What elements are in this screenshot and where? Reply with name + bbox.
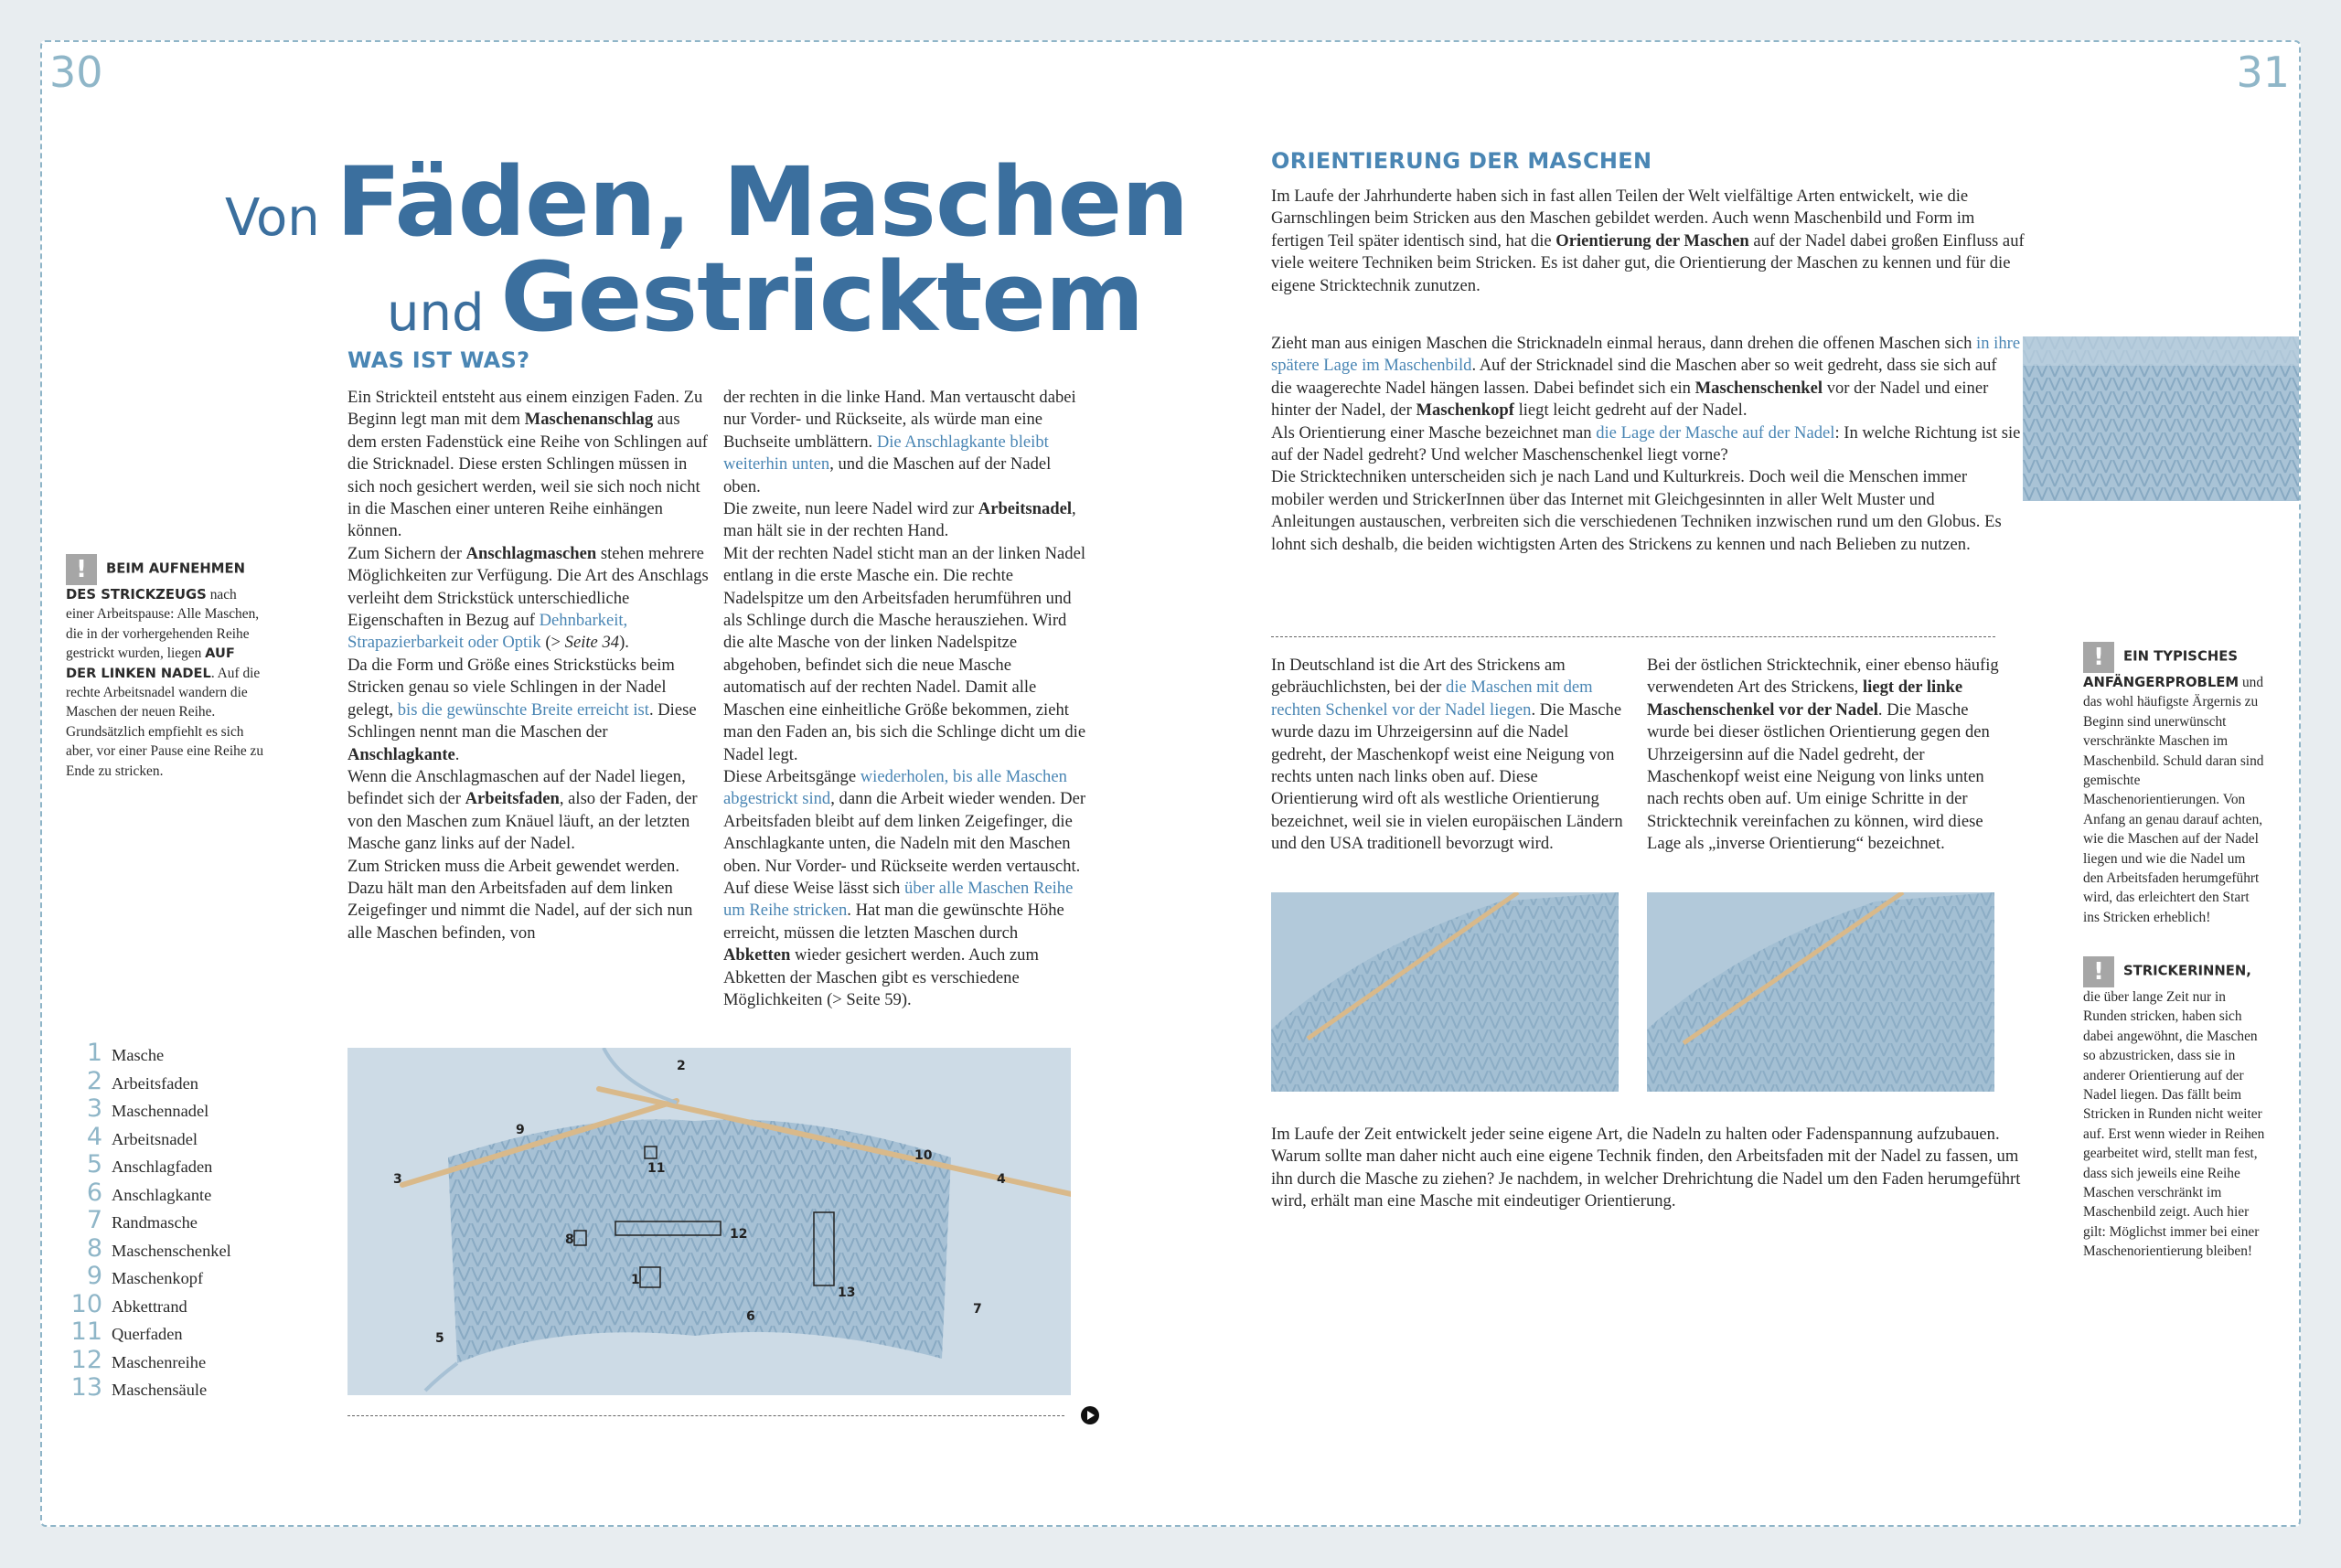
section2-intro [1271, 186, 2026, 297]
exclamation-icon: ! [66, 554, 97, 585]
legend-item [64, 1039, 293, 1067]
legend-item [64, 1262, 293, 1290]
paragraph: Ein Strickteil entsteht aus einem einzigen Faden. Zu Beginn legt man mit dem Maschenanschlag aus dem ersten Fadenstück eine Reihe von Schlingen auf die Stricknadel. Diese ersten Schlingen müssen in sich noch gesichert werden, weil sie sich noch nicht in die Maschen einer unteren Reihe einhängen können. [347, 388, 708, 541]
open-stitches-svg [2023, 336, 2299, 501]
tip-box-left [66, 554, 267, 781]
next-page-arrow-icon[interactable] [1081, 1406, 1099, 1424]
exclamation-icon: ! [2083, 956, 2114, 987]
stockinette-diagram-photo [347, 1048, 1071, 1395]
legend-label: Randmasche [112, 1213, 198, 1232]
diagram-label-4: 4 [997, 1172, 1006, 1187]
western-orientation-text [1271, 655, 1624, 856]
tip-lead: STRICKERINNEN, [2123, 963, 2251, 979]
paragraph: Zum Sichern der Anschlagmaschen stehen mehrere Möglichkeiten zur Verfügung. Die Art des Anschlags verleiht dem Strickstück unterschiedliche Eigenschaften in Bezug auf Dehnbarkeit, Strapazierbarkeit oder Optik (> Seite 34). [347, 543, 709, 653]
legend-label: Abkettrand [112, 1296, 187, 1316]
divider-line [347, 1415, 1064, 1416]
eastern-orientation-svg [1647, 892, 1994, 1092]
legend-number: 9 [86, 1262, 102, 1290]
legend-label: Anschlagkante [112, 1185, 212, 1204]
legend-label: Arbeitsnadel [112, 1129, 198, 1148]
legend-label: Maschenreihe [112, 1352, 207, 1371]
tip-text-a: nach einer Arbeitspause: Alle Maschen, die in der vorhergehenden Reihe gestrickt wurden, liegen [66, 587, 260, 662]
legend-item [64, 1234, 293, 1263]
legend-number: 1 [86, 1039, 102, 1067]
legend-label: Anschlagfaden [112, 1157, 213, 1176]
divider-line-2 [1271, 636, 1995, 637]
title-small-2: und [387, 283, 501, 343]
title-big-2: Gestricktem [500, 241, 1144, 353]
paragraph: Zieht man aus einigen Maschen die Stricknadeln einmal heraus, dann drehen die offenen Maschen sich in ihre spätere Lage im Maschenbild. Auf der Stricknadel sind die Maschen aber so weit gedreht, dass sie sich auf die waagerechte Nadel hängen lassen. Dabei befindet sich ein Maschenschenkel vor der Nadel und einer hinter der Nadel, der Maschenkopf liegt leicht gedreht auf der Nadel. [1271, 334, 2021, 421]
paragraph: Wenn die Anschlagmaschen auf der Nadel liegen, befindet sich der Arbeitsfaden, also der Faden, der von den Maschen zum Knäuel läuft, an der letzten Masche ganz links auf der Nadel. [347, 766, 698, 854]
legend-label: Maschenkopf [112, 1269, 204, 1287]
diagram-label-12: 12 [730, 1227, 748, 1242]
legend-number: 4 [86, 1122, 102, 1151]
open-stitches-photo [2023, 336, 2299, 501]
paragraph: Im Laufe der Jahrhunderte haben sich in fast allen Teilen der Welt vielfältige Arten entwickelt, wie die Garnschlingen beim Stricken aus den Maschen gebildet werden. Auch wenn Maschenbild und Form im fertigen Teil später identisch sind, hat die Orientierung der Maschen auf der Nadel dabei großen Einfluss auf viele weitere Techniken beim Stricken. Es ist daher gut, die Orientierung der Maschen zu kennen und für die eigene Stricktechnik zunutzen. [1271, 187, 2025, 295]
diagram-label-6: 6 [746, 1309, 755, 1324]
eastern-orientation-photo [1647, 892, 1994, 1092]
paragraph: Die Stricktechniken unterscheiden sich je nach Land und Kulturkreis. Doch weil die Menschen immer mobiler werden und StrickerInnen über das Internet mit Gleichgesinnten in aller Welt Muster und Anleitungen austauschen, verbreiten sich die verschiedenen Techniken inzwischen rund um den Globus. Es lohnt sich deshalb, die beiden wichtigsten Arten des Strickens zu kennen und nach Belieben zu nutzen. [1271, 467, 2002, 554]
diagram-label-10: 10 [914, 1148, 933, 1163]
diagram-label-11: 11 [647, 1161, 666, 1176]
paragraph: In Deutschland ist die Art des Strickens am gebräuchlichsten, bei der die Maschen mit dem rechten Schenkel vor der Nadel liegen. Die Masche wurde dazu im Uhrzeigersinn auf die Nadel gedreht, der Maschenkopf weist eine Neigung von rechts unten nach links oben auf. Diese Orientierung wird oft als westliche Orientierung bezeichnet, weil sie in vielen europäischen Ländern und den USA traditionell bevorzugt wird. [1271, 656, 1623, 854]
tip-box-right-2 [2083, 956, 2266, 1262]
page-number-right: 31 [2236, 48, 2290, 97]
paragraph: Die zweite, nun leere Nadel wird zur Arbeitsnadel, man hält sie in der rechten Hand. [723, 499, 1076, 541]
legend-item [64, 1179, 293, 1207]
tip-text: die über lange Zeit nur in Runden stricken, haben sich dabei angewöhnt, die Maschen so abzustricken, dass sie in anderer Orientierung auf der Nadel liegen. Das fällt beim Stricken in Runden nicht weiter auf. Erst wenn wieder in Reihen gearbeitet wird, stellt man fest, dass sich jeweils eine Reihe Maschen verschränkt im Maschenbild zeigt. Auch hier gilt: Möglichst immer bei einer Maschenorientierung bleiben! [2083, 989, 2265, 1260]
tip-bold: AUF DER LINKEN NADEL [66, 645, 235, 681]
paragraph: Mit der rechten Nadel sticht man an der linken Nadel entlang in die erste Masche ein. Die rechte Nadelspitze um den Arbeitsfaden herumführen und als Schlinge durch die Masche herausziehen. Wird die alte Masche von der linken Nadelspitze abgehoben, befindet sich die neue Masche automatisch auf der rechten Nadel. Damit alle Maschen eine einheitliche Größe bekommen, zieht man den Faden an, bis sich die Schlinge dicht um die Nadel legt. [723, 543, 1086, 764]
legend-item [64, 1346, 293, 1374]
legend-number: 2 [86, 1066, 102, 1095]
section-heading-orientierung: ORIENTIERUNG DER MASCHEN [1271, 148, 1652, 174]
title-big-1: Fäden, Maschen [336, 146, 1189, 258]
paragraph: Im Laufe der Zeit entwickelt jeder seine eigene Art, die Nadeln zu halten oder Fadenspannung aufzubauen. Warum sollte man daher nicht auch eine eigene Technik finden, den Arbeitsfaden mit der Nadel zu fassen, um ihn durch die Masche zu ziehen? Je nachdem, in welcher Drehrichtung die Nadel um den Faden herumgeführt wird, erhält man eine Masche mit eindeutiger Orientierung. [1271, 1125, 2021, 1211]
paragraph: Auf diese Weise lässt sich über alle Maschen Reihe um Reihe stricken. Hat man die gewünschte Höhe erreicht, müssen die letzten Maschen durch Abketten wieder gesichert werden. Auch zum Abketten der Maschen gibt es verschiedene Möglichkeiten (> Seite 59). [723, 878, 1074, 1009]
legend-number: 13 [70, 1373, 102, 1402]
knitting-diagram-svg [347, 1048, 1071, 1395]
legend-item [64, 1290, 293, 1318]
legend-number: 8 [86, 1233, 102, 1263]
title-small-1: Von [225, 188, 337, 248]
tip-lead: BEIM AUFNEHMEN DES STRICKZEUGS [66, 560, 245, 603]
legend-item [64, 1150, 293, 1179]
section2-paragraph-2 [1271, 333, 2021, 556]
legend-number: 5 [86, 1150, 102, 1179]
section1-column-1 [347, 387, 713, 944]
tip-box-right-1 [2083, 642, 2266, 927]
legend-item [64, 1067, 293, 1095]
legend-number: 12 [70, 1345, 102, 1374]
diagram-label-5: 5 [435, 1331, 444, 1346]
tip-text: und das wohl häufigste Ärgernis zu Beginn sind unerwünscht verschränkte Maschen im Maschenbild. Schuld daran sind gemischte Maschenorientierungen. Von Anfang an genau darauf achten, wie die Maschen auf der Nadel liegen und wie die Nadel um den Arbeitsfaden herumgeführt wird, das erleichtert den Start ins Stricken erheblich! [2083, 675, 2264, 925]
paragraph: Als Orientierung einer Masche bezeichnet man die Lage der Masche auf der Nadel: In welche Richtung ist sie auf der Nadel gedreht? Und welcher Maschenschenkel liegt vorne? [1271, 422, 2021, 465]
exclamation-icon: ! [2083, 642, 2114, 673]
paragraph: der rechten in die linke Hand. Man vertauscht dabei nur Vorder- und Rückseite, als würde man eine Buchseite umblättern. Die Anschlagkante bleibt weiterhin unten, und die Maschen auf der Nadel oben. [723, 388, 1076, 496]
legend-number: 6 [86, 1178, 102, 1207]
legend-label: Maschensäule [112, 1381, 208, 1399]
tip-text-b: . Auf die rechte Arbeitsnadel wandern die Maschen der neuen Reihe. Grundsätzlich empfiehlt es sich aber, vor einer Pause eine Reihe zu Ende zu stricken. [66, 665, 264, 779]
diagram-label-2: 2 [677, 1059, 686, 1073]
western-orientation-svg [1271, 892, 1619, 1092]
legend-item [64, 1123, 293, 1151]
legend-item [64, 1206, 293, 1234]
legend-number: 11 [70, 1317, 102, 1346]
paragraph: Zum Stricken muss die Arbeit gewendet werden. Dazu hält man den Arbeitsfaden auf dem linken Zeigefinger und nimmt die Nadel, auf der sich nun alle Maschen befinden, von [347, 856, 693, 943]
tip-lead: EIN TYPISCHES ANFÄNGERPROBLEM [2083, 648, 2239, 690]
legend-label: Maschenschenkel [112, 1241, 231, 1260]
legend-label: Arbeitsfaden [112, 1073, 198, 1093]
section2-outro [1271, 1124, 2021, 1213]
paragraph: Bei der östlichen Stricktechnik, einer ebenso häufig verwendeten Art des Strickens, liegt der linke Maschenschenkel vor der Nadel. Die Masche wurde bei dieser östlichen Orientierung gegen den Uhrzeigersinn auf die Nadel gedreht, der Maschenkopf weist eine Neigung von links unten nach rechts oben auf. Um einige Schritte in der Stricktechnik vereinfachen zu können, wird diese Lage als „inverse Orientierung“ bezeichnet. [1647, 656, 1999, 854]
diagram-label-1: 1 [631, 1273, 640, 1287]
diagram-label-8: 8 [565, 1232, 574, 1247]
legend-label: Maschennadel [112, 1102, 209, 1120]
western-orientation-photo [1271, 892, 1619, 1092]
diagram-legend [64, 1039, 293, 1402]
legend-number: 3 [86, 1094, 102, 1123]
legend-item [64, 1094, 293, 1123]
paragraph: Diese Arbeitsgänge wiederholen, bis alle Maschen abgestrickt sind, dann die Arbeit wieder wenden. Der Arbeitsfaden bleibt auf dem linken Zeigefinger, die Anschlagkante unten, die Nadeln mit den Maschen oben. Nur Vorder- und Rückseite werden vertauscht. [723, 766, 1086, 876]
legend-label: Querfaden [112, 1325, 183, 1343]
eastern-orientation-text [1647, 655, 2000, 856]
section-heading-was-ist-was: WAS IST WAS? [347, 347, 530, 373]
section1-column-2 [723, 387, 1089, 1011]
diagram-label-13: 13 [838, 1285, 856, 1300]
book-spread [40, 40, 2301, 1527]
diagram-label-9: 9 [516, 1123, 525, 1137]
page-number-left: 30 [49, 48, 103, 97]
diagram-label-7: 7 [973, 1302, 982, 1317]
legend-label: Masche [112, 1046, 165, 1064]
legend-number: 10 [70, 1289, 102, 1318]
diagram-label-3: 3 [393, 1172, 402, 1187]
legend-number: 7 [86, 1206, 102, 1234]
paragraph: Da die Form und Größe eines Strickstücks beim Stricken genau so viele Schlingen in der Nadel gelegt, bis die gewünschte Breite erreicht ist. Diese Schlingen nennt man die Maschen der Anschlagkante. [347, 655, 697, 764]
legend-item [64, 1373, 293, 1402]
legend-item [64, 1317, 293, 1346]
